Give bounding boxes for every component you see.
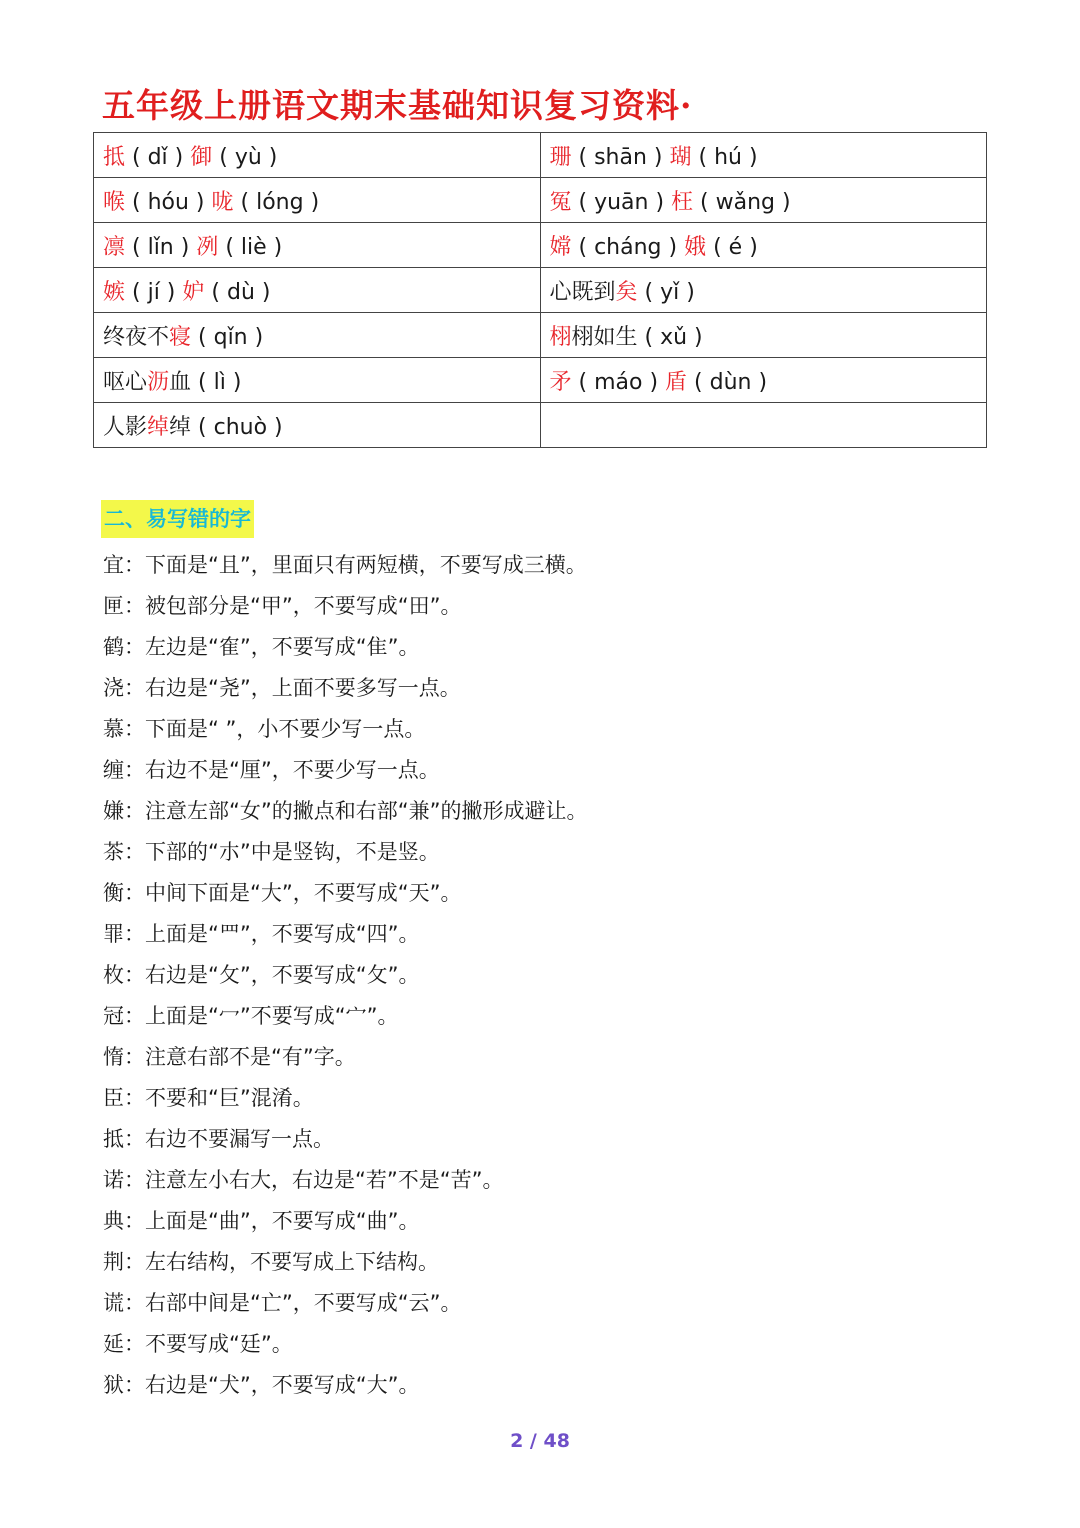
highlighted-character: 盾	[665, 369, 688, 395]
list-item: 缠：右边不是“厘”，不要少写一点。	[103, 758, 440, 782]
pinyin-row	[94, 268, 987, 313]
list-item: 典：上面是“曲”，不要写成“曲”。	[103, 1209, 420, 1233]
highlighted-character: 枉	[671, 189, 694, 215]
pinyin-text: ( hóu )	[125, 189, 212, 215]
highlighted-character: 矛	[549, 369, 572, 395]
pinyin-text: ( é )	[706, 234, 758, 260]
pinyin-text: 呕心	[103, 369, 148, 395]
list-item: 荆：左右结构，不要写成上下结构。	[103, 1250, 439, 1274]
list-item: 狱：右边是“犬”，不要写成“大”。	[103, 1373, 420, 1397]
pinyin-text: ( lǐn )	[125, 234, 197, 260]
pinyin-text: ( yù )	[212, 144, 278, 170]
list-item: 浇：右边是“尧”，上面不要多写一点。	[103, 676, 461, 700]
pinyin-cell-left	[94, 133, 541, 178]
list-item: 慕：下面是“ ”，小不要少写一点。	[103, 717, 426, 741]
pinyin-text: 绰 ( chuò )	[169, 414, 283, 440]
pinyin-text: ( lóng )	[233, 189, 320, 215]
list-item: 抵：右边不要漏写一点。	[103, 1127, 334, 1151]
pinyin-text: ( wǎng )	[693, 189, 791, 215]
list-item: 罪：上面是“罒”，不要写成“四”。	[103, 922, 420, 946]
pinyin-table	[93, 132, 987, 448]
pinyin-cell-left	[94, 223, 541, 268]
pinyin-text: ( yǐ )	[637, 279, 695, 305]
pinyin-text: 终夜不	[103, 324, 170, 350]
pinyin-cell-right	[540, 313, 987, 358]
highlighted-character: 抵	[103, 144, 126, 170]
highlighted-character: 栩	[549, 324, 572, 350]
pinyin-row	[94, 358, 987, 403]
highlighted-character: 凛	[103, 234, 126, 260]
pinyin-text: ( yuān )	[571, 189, 672, 215]
highlighted-character: 咙	[211, 189, 234, 215]
list-item: 冠：上面是“冖”不要写成“宀”。	[103, 1004, 399, 1028]
pinyin-text: 心既到	[549, 279, 616, 305]
highlighted-character: 矣	[615, 279, 638, 305]
highlighted-character: 御	[190, 144, 213, 170]
highlighted-character: 冽	[196, 234, 219, 260]
list-item: 衡：中间下面是“大”，不要写成“天”。	[103, 881, 462, 905]
pinyin-row	[94, 223, 987, 268]
pinyin-cell-left	[94, 313, 541, 358]
highlighted-character: 沥	[147, 369, 170, 395]
pinyin-cell-right	[540, 268, 987, 313]
highlighted-character: 娥	[684, 234, 707, 260]
pinyin-text: 栩如生	[571, 324, 638, 350]
highlighted-character: 绰	[147, 414, 170, 440]
pinyin-text: ( liè )	[218, 234, 283, 260]
highlighted-character: 冤	[549, 189, 572, 215]
section-heading: 二、易写错的字	[101, 500, 254, 538]
list-item: 诺：注意左小右大，右边是“若”不是“苦”。	[103, 1168, 504, 1192]
pinyin-text: ( shān )	[571, 144, 670, 170]
pinyin-cell-left	[94, 268, 541, 313]
highlighted-character: 寝	[169, 324, 192, 350]
pinyin-text: 血 ( lì )	[169, 369, 242, 395]
highlighted-character: 瑚	[669, 144, 692, 170]
page-title: 五年级上册语文期末基础知识复习资料·	[102, 86, 693, 125]
list-item: 鹤：左边是“隺”，不要写成“隹”。	[103, 635, 420, 659]
list-item: 惰：注意右部不是“有”字。	[103, 1045, 356, 1069]
pinyin-cell-right	[540, 223, 987, 268]
pinyin-text: ( dù )	[204, 279, 271, 305]
highlighted-character: 珊	[549, 144, 572, 170]
pinyin-table-body	[94, 133, 987, 448]
list-item: 臣：不要和“巨”混淆。	[103, 1086, 314, 1110]
error-character-list	[103, 545, 588, 1406]
pinyin-cell-right	[540, 133, 987, 178]
pinyin-cell-left	[94, 358, 541, 403]
pinyin-row	[94, 133, 987, 178]
pinyin-cell-right	[540, 403, 987, 448]
pinyin-row	[94, 178, 987, 223]
highlighted-character: 喉	[103, 189, 126, 215]
pinyin-text: ( dùn )	[687, 369, 768, 395]
highlighted-character: 嫉	[103, 279, 126, 305]
pinyin-text: 人影	[103, 414, 148, 440]
list-item: 延：不要写成“廷”。	[103, 1332, 293, 1356]
pinyin-cell-left	[94, 178, 541, 223]
list-item: 茶：下部的“朩”中是竖钩，不是竖。	[103, 840, 440, 864]
pinyin-text: ( jí )	[125, 279, 183, 305]
pinyin-row	[94, 313, 987, 358]
pinyin-text: ( xǔ )	[637, 324, 703, 350]
pinyin-text: ( máo )	[571, 369, 666, 395]
list-item: 宜：下面是“且”，里面只有两短横，不要写成三横。	[103, 553, 587, 577]
pinyin-text: ( dǐ )	[125, 144, 191, 170]
pinyin-text: ( hú )	[691, 144, 758, 170]
highlighted-character: 妒	[182, 279, 205, 305]
page-number: 2 / 48	[510, 1430, 570, 1452]
list-item: 谎：右部中间是“亡”，不要写成“云”。	[103, 1291, 462, 1315]
pinyin-cell-right	[540, 358, 987, 403]
list-item: 匣：被包部分是“甲”，不要写成“田”。	[103, 594, 462, 618]
list-item: 枚：右边是“攵”，不要写成“攵”。	[103, 963, 420, 987]
pinyin-cell-right	[540, 178, 987, 223]
list-item: 嫌：注意左部“女”的撇点和右部“兼”的撇形成避让。	[103, 799, 588, 823]
pinyin-row	[94, 403, 987, 448]
pinyin-text: ( cháng )	[571, 234, 685, 260]
highlighted-character: 嫦	[549, 234, 572, 260]
pinyin-text: ( qǐn )	[191, 324, 264, 350]
pinyin-cell-left	[94, 403, 541, 448]
